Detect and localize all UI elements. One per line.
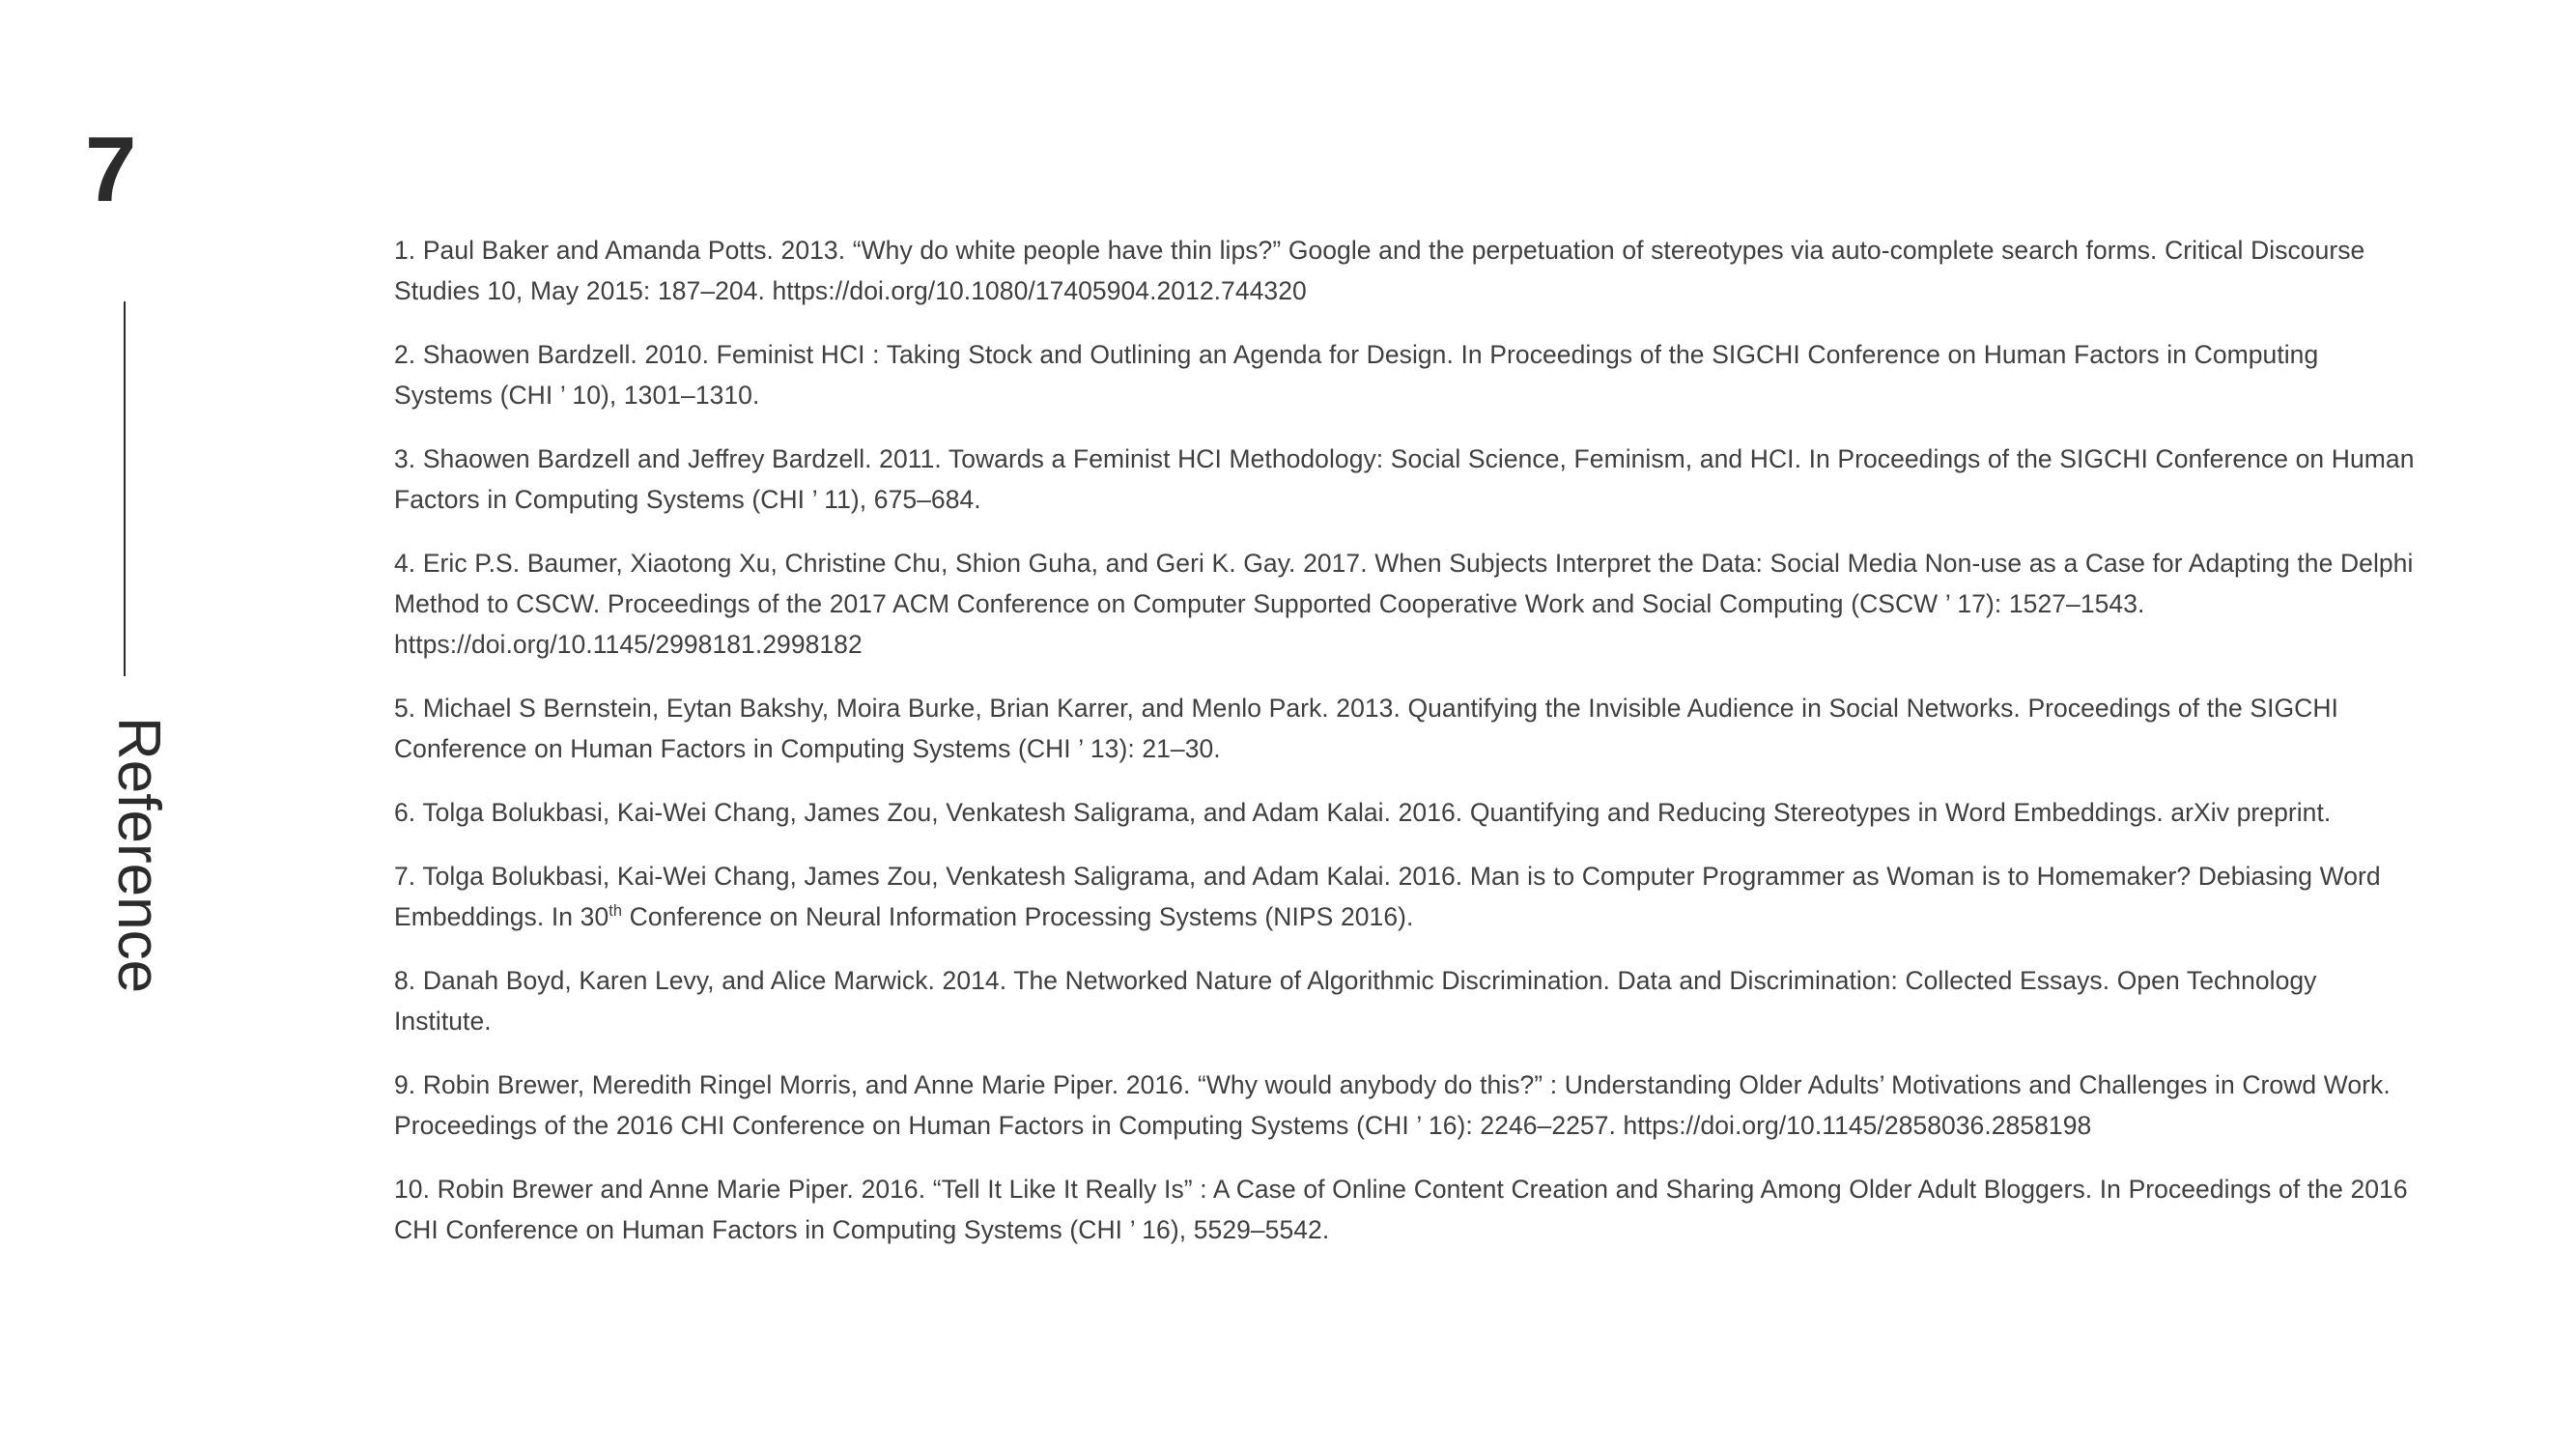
reference-item: 10. Robin Brewer and Anne Marie Piper. 2016. “Tell It Like It Really Is” : A Case of Online Content Creation and Sharing Among Older Adult Bloggers. In Proceedings of the 2016 CHI Conference on Human Factors in Computing Systems (CHI ’ 16), 5529–5542.: [394, 1175, 2408, 1244]
reference-item: 9. Robin Brewer, Meredith Ringel Morris, and Anne Marie Piper. 2016. “Why would anybody do this?” : Understanding Older Adults’ Motivations and Challenges in Crowd Work. Proceedings of the 2016 CHI Conference on Human Factors in Computing Systems (CHI ’ 16): 2246–2257. https://doi.org/10.1145/2858036.2858198: [394, 1070, 2391, 1140]
reference-item: 4. Eric P.S. Baumer, Xiaotong Xu, Christine Chu, Shion Guha, and Geri K. Gay. 2017. When Subjects Interpret the Data: Social Media Non-use as a Case for Adapting the Delphi Method to CSCW. Proceedings of the 2017 ACM Conference on Computer Supported Cooperative Work and Social Computing (CSCW ’ 17): 1527–1543. https://doi.org/10.1145/2998181.2998182: [394, 549, 2414, 659]
reference-text-segment: Conference on Neural Information Processing Systems (NIPS 2016).: [622, 902, 1414, 931]
reference-list: [394, 230, 2419, 1250]
section-rail: [0, 0, 367, 1449]
reference-item: [394, 856, 2419, 937]
reference-text-segment: 7. Tolga Bolukbasi, Kai-Wei Chang, James Zou, Venkatesh Saligrama, and Adam Kalai. 2016. Man is to Computer Programmer as Woman is to Homemaker? Debiasing Word Embeddings. In 30: [394, 862, 2381, 931]
reference-item: 6. Tolga Bolukbasi, Kai-Wei Chang, James Zou, Venkatesh Saligrama, and Adam Kalai. 2016. Quantifying and Reducing Stereotypes in Word Embeddings. arXiv preprint.: [394, 798, 2332, 827]
reference-item: 1. Paul Baker and Amanda Potts. 2013. “Why do white people have thin lips?” Google and the perpetuation of stereotypes via auto-complete search forms. Critical Discourse Studies 10, May 2015: 187–204. https://doi.org/10.1080/17405904.2012.744320: [394, 236, 2365, 305]
ordinal-suffix: th: [609, 902, 623, 921]
section-number: 7: [85, 118, 136, 221]
reference-item: 5. Michael S Bernstein, Eytan Bakshy, Moira Burke, Brian Karrer, and Menlo Park. 2013. Quantifying the Invisible Audience in Social Networks. Proceedings of the SIGCHI Conference on Human Factors in Computing Systems (CHI ’ 13): 21–30.: [394, 694, 2338, 763]
reference-item: 3. Shaowen Bardzell and Jeffrey Bardzell. 2011. Towards a Feminist HCI Methodology: Social Science, Feminism, and HCI. In Proceedings of the SIGCHI Conference on Human Factors in Computing Systems (CHI ’ 11), 675–684.: [394, 444, 2415, 514]
section-label: Reference: [105, 717, 172, 994]
rail-divider: [124, 301, 126, 676]
reference-item: 8. Danah Boyd, Karen Levy, and Alice Marwick. 2014. The Networked Nature of Algorithmic Discrimination. Data and Discrimination: Collected Essays. Open Technology Institute.: [394, 966, 2317, 1036]
reference-item: 2. Shaowen Bardzell. 2010. Feminist HCI : Taking Stock and Outlining an Agenda for Design. In Proceedings of the SIGCHI Conference on Human Factors in Computing Systems (CHI ’ 10), 1301–1310.: [394, 340, 2319, 410]
